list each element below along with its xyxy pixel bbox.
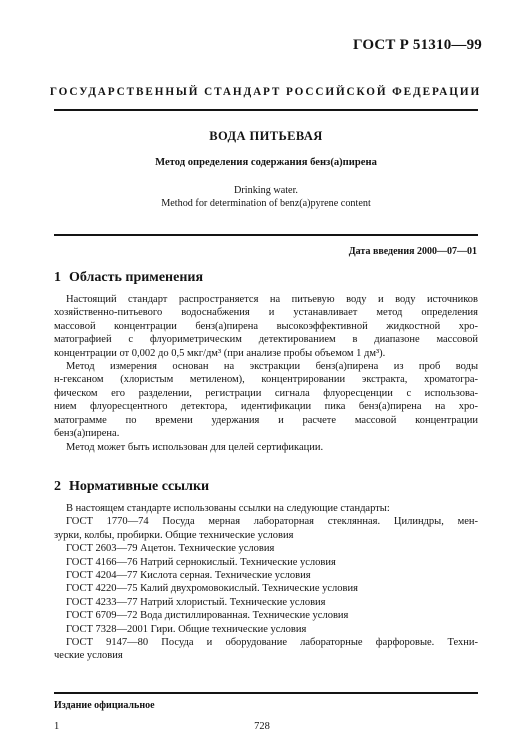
section-2-number: 2 xyxy=(54,479,61,494)
list-item: ГОСТ 6709—72 Вода дистиллированная. Технические условия xyxy=(66,610,349,622)
section-2-heading xyxy=(54,479,209,495)
text-line: матографией с флуориметрическим детектированием в диапазоне массовой xyxy=(54,334,478,346)
list-item: В настоящем стандарте использованы ссылки на следующие стандарты: xyxy=(66,503,390,514)
document-code: ГОСТ Р 51310—99 xyxy=(352,37,482,53)
document-title: ВОДА ПИТЬЕВАЯ xyxy=(209,129,323,143)
text-line: матограмме по времени удержания и расчете массовой концентрации xyxy=(54,414,478,426)
section-1-heading xyxy=(54,270,203,286)
text-line: Метод измерения основан на экстракции бенз(а)пирена из проб воды xyxy=(66,361,478,372)
english-title-line-2: Method for determination of benz(a)pyrene content xyxy=(161,198,371,209)
section-1-title: Область применения xyxy=(69,270,204,285)
section-1-number: 1 xyxy=(54,270,61,285)
list-item: ГОСТ 4233—77 Натрий хлористый. Технические условия xyxy=(66,596,326,608)
section-1-paragraph-2 xyxy=(54,360,478,440)
text-line: бенз(а)пирена. xyxy=(54,427,120,439)
english-title xyxy=(54,184,478,210)
section-1-paragraph-3 xyxy=(54,441,478,454)
text-line: Метод может быть использован для целей сертификации. xyxy=(66,442,324,453)
footer-rule xyxy=(54,692,478,694)
text-line: нием флуоресцентного детектора, идентификации пика бенз(а)пирена на хро- xyxy=(54,401,478,413)
list-item: ГОСТ 4220—75 Калий двухромовокислый. Технические условия xyxy=(66,583,358,595)
list-item: ГОСТ 9147—80 Посуда и оборудование лабораторные фарфоровые. Техни- xyxy=(66,636,478,648)
date-of-introduction: Дата введения 2000—07—01 xyxy=(348,246,477,257)
list-item: ГОСТ 4204—77 Кислота серная. Технические условия xyxy=(66,569,311,581)
section-1-paragraph-1 xyxy=(54,293,478,360)
state-standard-heading: ГОСУДАРСТВЕННЫЙ СТАНДАРТ РОССИЙСКОЙ ФЕДЕРАЦИИ xyxy=(49,86,482,98)
document-subtitle: Метод определения содержания бенз(а)пирена xyxy=(155,157,377,168)
official-edition-label: Издание официальное xyxy=(54,700,155,711)
normative-references-list xyxy=(54,502,478,663)
text-line: фическом его разделении, регистрации сигнала флуоресценции с использова- xyxy=(54,387,478,399)
list-item: зурки, колбы, пробирки. Общие технические условия xyxy=(54,529,294,541)
text-line: н-гексаном (хлористым метиленом), концентрировании экстракта, хроматогра- xyxy=(54,374,478,386)
page-number: 728 xyxy=(254,721,270,732)
text-line: хозяйственно-питьевого водоснабжения и устанавливает метод определения xyxy=(54,307,478,319)
list-item: ГОСТ 1770—74 Посуда мерная лабораторная стеклянная. Цилиндры, мен- xyxy=(66,516,478,528)
title-rule xyxy=(54,234,478,236)
header-rule xyxy=(54,109,478,111)
list-item: ГОСТ 4166—76 Натрий сернокислый. Технические условия xyxy=(66,556,336,568)
text-line: концентрации от 0,002 до 0,5 мкг/дм³ (при анализе пробы объемом 1 дм³). xyxy=(54,347,386,359)
page-roman-number: 1 xyxy=(54,721,60,732)
list-item: ГОСТ 2603—79 Ацетон. Технические условия xyxy=(66,543,275,555)
text-line: массовой концентрации бенз(а)пирена высокоэффективной жидкостной хро- xyxy=(54,320,478,332)
list-item: ческие условия xyxy=(54,650,123,662)
list-item: ГОСТ 7328—2001 Гири. Общие технические условия xyxy=(66,623,307,635)
section-2-title: Нормативные ссылки xyxy=(69,479,210,494)
english-title-line-1: Drinking water. xyxy=(234,185,298,196)
text-line: Настоящий стандарт распространяется на питьевую воду и воду источников xyxy=(66,294,478,305)
